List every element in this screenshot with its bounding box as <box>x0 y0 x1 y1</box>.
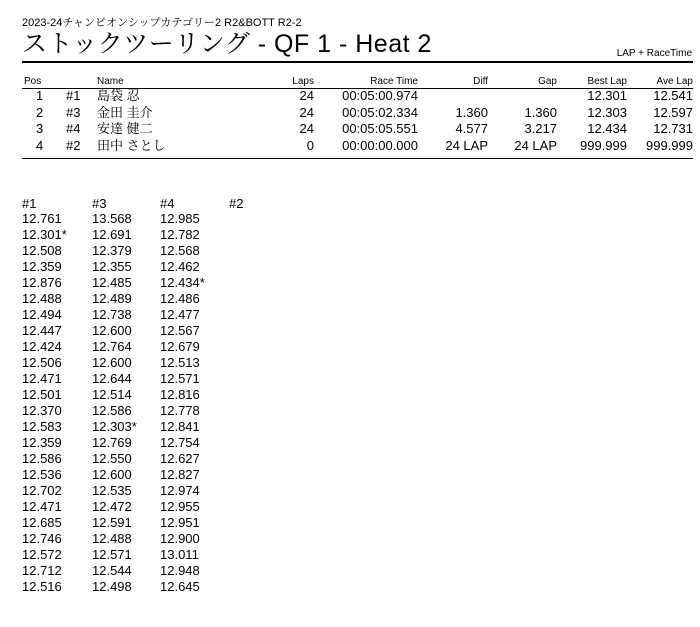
lap-column <box>229 197 243 211</box>
row-driver-name: 安達 健二 <box>97 121 153 136</box>
lap-time: 12.691 <box>92 227 132 242</box>
lap-time: 12.567 <box>160 323 200 338</box>
row-gap: 24 LAP <box>514 138 557 153</box>
lap-time: 12.600 <box>92 467 132 482</box>
lap-time: 12.434* <box>160 275 205 290</box>
col-race-time: Race Time <box>370 76 418 87</box>
row-ave-lap: 12.597 <box>653 105 693 120</box>
lap-time: 12.471 <box>22 499 62 514</box>
lap-time: 12.477 <box>160 307 200 322</box>
lap-time: 12.471 <box>22 371 62 386</box>
table-row <box>0 106 700 120</box>
lap-time: 12.355 <box>92 259 132 274</box>
row-driver-name: 島袋 忍 <box>97 88 140 103</box>
lap-time: 12.571 <box>160 371 200 386</box>
lap-time: 12.778 <box>160 403 200 418</box>
col-gap: Gap <box>538 76 557 87</box>
lap-column-header: #1 <box>22 196 37 211</box>
page-title: ストックツーリング - QF 1 - Heat 2 <box>22 30 432 58</box>
lap-time: 12.876 <box>22 275 62 290</box>
table-row <box>0 122 700 136</box>
lap-time: 12.485 <box>92 275 132 290</box>
lap-time: 12.685 <box>22 515 62 530</box>
table-row <box>0 139 700 153</box>
lap-time: 12.488 <box>22 291 62 306</box>
row-laps: 24 <box>299 88 314 103</box>
lap-time: 12.586 <box>22 451 62 466</box>
lap-time: 12.782 <box>160 227 200 242</box>
row-race-time: 00:05:02.334 <box>342 105 418 120</box>
lap-time: 12.370 <box>22 403 62 418</box>
lap-time: 12.571 <box>92 547 132 562</box>
lap-time: 12.506 <box>22 355 62 370</box>
row-pos: 1 <box>36 88 44 103</box>
lap-time: 12.644 <box>92 371 132 386</box>
lap-time: 12.535 <box>92 483 132 498</box>
lap-time: 12.948 <box>160 563 200 578</box>
lap-time: 12.359 <box>22 435 62 450</box>
lap-time: 12.544 <box>92 563 132 578</box>
row-ave-lap: 12.541 <box>653 88 693 103</box>
row-race-time: 00:00:00.000 <box>342 138 418 153</box>
lap-time: 12.489 <box>92 291 132 306</box>
col-ave-lap: Ave Lap <box>656 76 693 87</box>
row-driver-name: 田中 さとし <box>97 138 166 153</box>
lap-time: 12.379 <box>92 243 132 258</box>
lap-time: 12.600 <box>92 323 132 338</box>
lap-time: 12.827 <box>160 467 200 482</box>
lap-time: 12.985 <box>160 211 200 226</box>
row-best-lap: 12.301 <box>587 88 627 103</box>
row-laps: 24 <box>299 121 314 136</box>
lap-column <box>92 197 137 595</box>
col-laps: Laps <box>292 76 314 87</box>
lap-time: 12.536 <box>22 467 62 482</box>
lap-time: 12.550 <box>92 451 132 466</box>
lap-time: 12.761 <box>22 211 62 226</box>
lap-time: 12.494 <box>22 307 62 322</box>
lap-time: 12.572 <box>22 547 62 562</box>
row-race-time: 00:05:00.974 <box>342 88 418 103</box>
row-best-lap: 12.434 <box>587 121 627 136</box>
table-row <box>0 89 700 103</box>
row-diff: 24 LAP <box>445 138 488 153</box>
lap-time: 13.568 <box>92 211 132 226</box>
lap-time: 12.498 <box>92 579 132 594</box>
row-ave-lap: 12.731 <box>653 121 693 136</box>
lap-time: 12.516 <box>22 579 62 594</box>
lap-time: 12.816 <box>160 387 200 402</box>
col-pos: Pos <box>24 76 42 87</box>
row-best-lap: 12.303 <box>587 105 627 120</box>
lap-time: 12.951 <box>160 515 200 530</box>
row-gap: 3.217 <box>524 121 557 136</box>
results-end-divider <box>22 158 693 159</box>
row-pos: 4 <box>36 138 44 153</box>
lap-time: 12.586 <box>92 403 132 418</box>
row-pos: 3 <box>36 121 44 136</box>
row-car-number: #1 <box>66 88 81 103</box>
row-race-time: 00:05:05.551 <box>342 121 418 136</box>
lap-time: 12.738 <box>92 307 132 322</box>
lap-time: 12.764 <box>92 339 132 354</box>
lap-column-header: #2 <box>229 196 244 211</box>
lap-time: 12.508 <box>22 243 62 258</box>
lap-time: 12.486 <box>160 291 200 306</box>
lap-time: 12.712 <box>22 563 62 578</box>
lap-time: 12.746 <box>22 531 62 546</box>
lap-time: 12.600 <box>92 355 132 370</box>
lap-time: 12.645 <box>160 579 200 594</box>
lap-time: 12.462 <box>160 259 200 274</box>
col-name: Name <box>97 76 124 87</box>
lap-time: 12.424 <box>22 339 62 354</box>
row-car-number: #3 <box>66 105 81 120</box>
lap-column-header: #4 <box>160 196 175 211</box>
lap-time: 12.303* <box>92 419 137 434</box>
row-ave-lap: 999.999 <box>646 138 693 153</box>
lap-time: 12.702 <box>22 483 62 498</box>
lap-time: 12.841 <box>160 419 200 434</box>
row-laps: 0 <box>306 138 314 153</box>
row-laps: 24 <box>299 105 314 120</box>
col-diff: Diff <box>473 76 488 87</box>
row-diff: 4.577 <box>455 121 488 136</box>
report-type-label: LAP + RaceTime <box>616 48 692 59</box>
lap-time: 12.679 <box>160 339 200 354</box>
lap-time: 12.513 <box>160 355 200 370</box>
lap-time: 12.591 <box>92 515 132 530</box>
lap-time: 12.769 <box>92 435 132 450</box>
lap-time: 12.955 <box>160 499 200 514</box>
lap-column <box>160 197 205 595</box>
lap-column-header: #3 <box>92 196 107 211</box>
lap-time: 12.472 <box>92 499 132 514</box>
lap-column <box>22 197 67 595</box>
row-pos: 2 <box>36 105 44 120</box>
lap-time: 12.568 <box>160 243 200 258</box>
lap-time: 12.301* <box>22 227 67 242</box>
lap-time: 12.488 <box>92 531 132 546</box>
lap-time: 12.974 <box>160 483 200 498</box>
row-gap: 1.360 <box>524 105 557 120</box>
col-best-lap: Best Lap <box>587 76 627 87</box>
lap-time: 12.514 <box>92 387 132 402</box>
lap-time: 12.900 <box>160 531 200 546</box>
lap-time: 12.627 <box>160 451 200 466</box>
row-car-number: #2 <box>66 138 81 153</box>
lap-time: 12.359 <box>22 259 62 274</box>
row-car-number: #4 <box>66 121 81 136</box>
lap-time: 12.754 <box>160 435 200 450</box>
lap-time: 12.583 <box>22 419 62 434</box>
event-subtitle: 2023-24チャンピオンシップカテゴリー2 R2&BOTT R2-2 <box>22 17 302 29</box>
row-diff: 1.360 <box>455 105 488 120</box>
lap-time: 13.011 <box>160 547 199 562</box>
lap-time: 12.447 <box>22 323 62 338</box>
row-best-lap: 999.999 <box>580 138 627 153</box>
row-driver-name: 金田 圭介 <box>97 105 153 120</box>
title-divider <box>22 61 693 63</box>
lap-time: 12.501 <box>22 387 62 402</box>
